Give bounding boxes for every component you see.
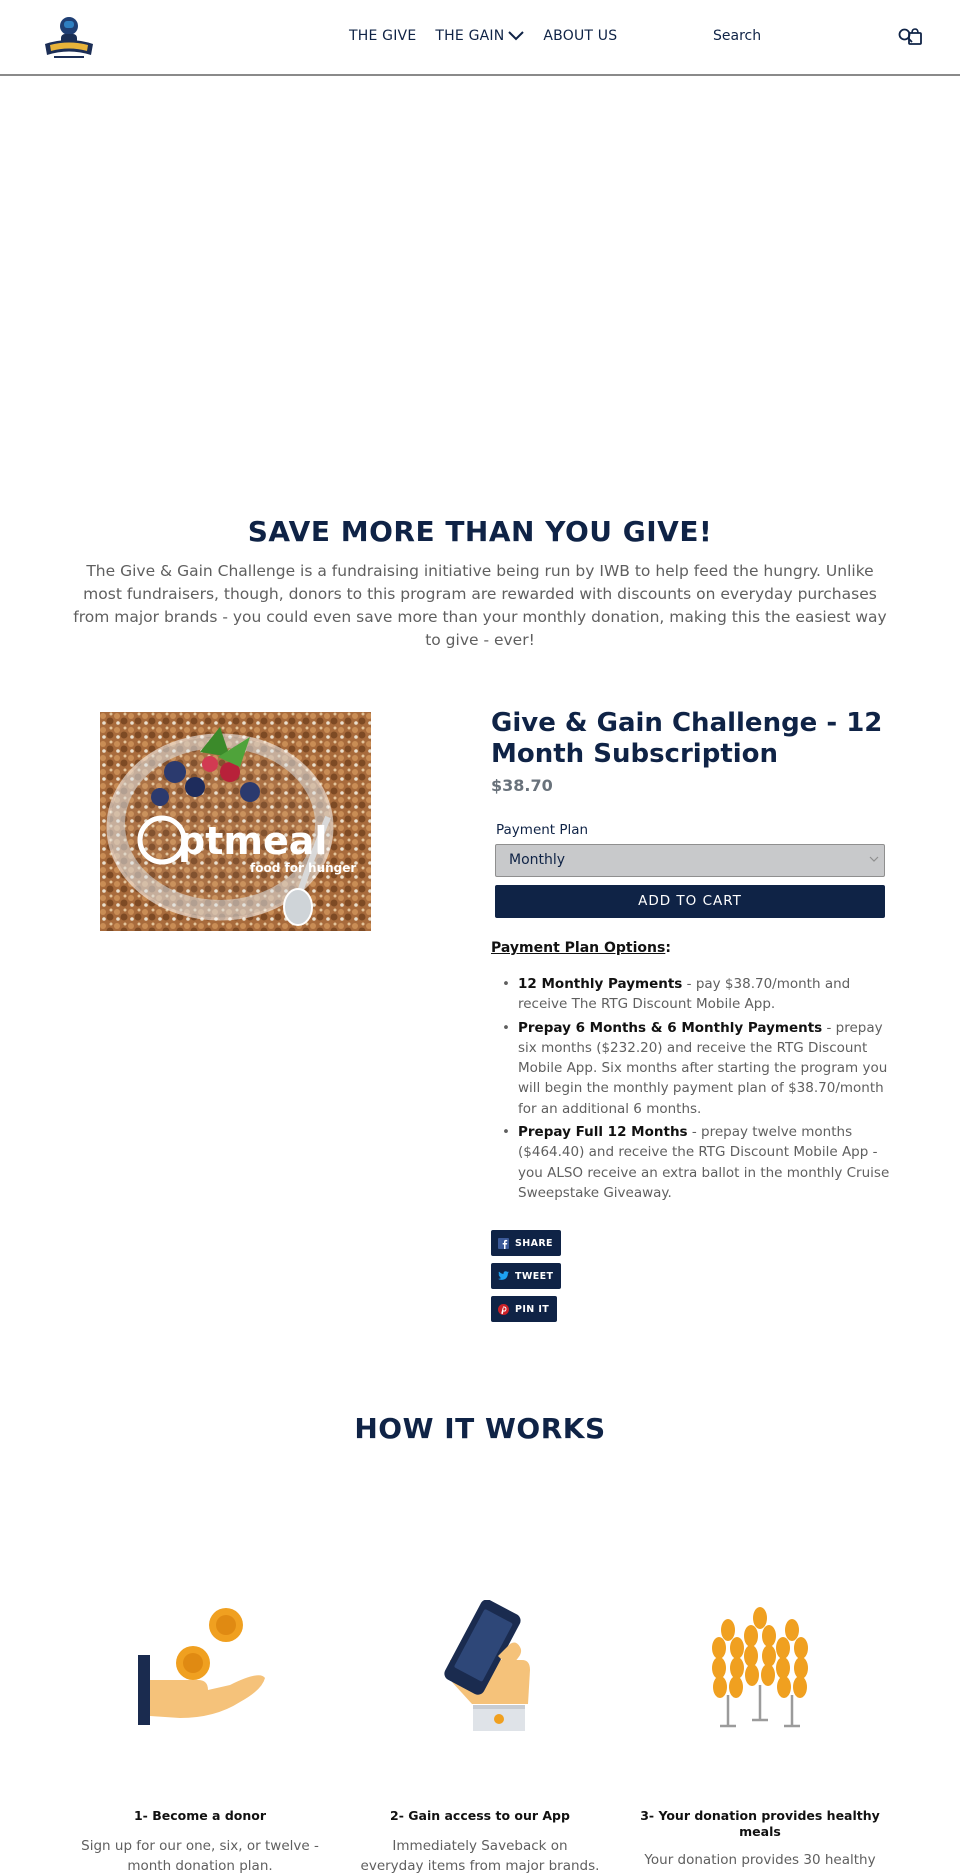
nav-label: THE GAIN bbox=[435, 28, 505, 44]
product-image[interactable] bbox=[100, 712, 371, 931]
twitter-icon bbox=[498, 1271, 509, 1281]
option-text: - pay $38.70/month and receive The RTG Discount Mobile App. bbox=[518, 976, 851, 1013]
option-bold: Prepay 6 Months & 6 Monthly Payments bbox=[518, 1019, 823, 1036]
step-title: 3- Your donation provides healthy meals bbox=[640, 1808, 880, 1839]
list-item bbox=[502, 974, 902, 1015]
search-link[interactable]: Search bbox=[713, 28, 762, 44]
step-text: Immediately Saveback on everyday items from major brands. bbox=[360, 1838, 600, 1874]
share-label: SHARE bbox=[515, 1237, 553, 1249]
payment-options-heading-text: Payment Plan Options bbox=[491, 940, 666, 956]
hand-coins-icon bbox=[80, 1600, 320, 1735]
nav-about-us[interactable] bbox=[543, 28, 617, 44]
list-item bbox=[502, 1018, 902, 1119]
phone-in-hand-icon bbox=[360, 1600, 600, 1735]
payment-options-list bbox=[502, 974, 902, 1206]
share-pinterest-button[interactable] bbox=[491, 1296, 557, 1322]
image-logo-text: ptmeal bbox=[178, 819, 328, 863]
step-text: Sign up for our one, six, or twelve - month donation plan. bbox=[81, 1838, 319, 1874]
payment-plan-label: Payment Plan bbox=[496, 822, 589, 838]
pinterest-icon bbox=[498, 1304, 509, 1315]
nav-label: THE GIVE bbox=[349, 28, 417, 44]
step-title: 1- Become a donor bbox=[133, 1808, 267, 1823]
wheat-icon bbox=[640, 1600, 880, 1735]
share-facebook-button[interactable] bbox=[491, 1230, 561, 1256]
facebook-icon bbox=[498, 1238, 509, 1249]
option-text: - prepay six months ($232.20) and receive the RTG Discount Mobile App. Six months after starting the program you will begin the monthly payment plan of $38.70/month for an additional 6 months. bbox=[518, 1019, 888, 1117]
payment-options-heading-colon: : bbox=[665, 940, 671, 956]
nav-label: ABOUT US bbox=[543, 28, 618, 44]
step-title: 2- Gain access to our App bbox=[390, 1808, 570, 1823]
share-twitter-button[interactable] bbox=[491, 1263, 561, 1289]
hero-title: SAVE MORE THAN YOU GIVE! bbox=[247, 515, 713, 548]
site-logo[interactable] bbox=[42, 14, 96, 62]
image-tagline: food for hunger bbox=[250, 861, 357, 875]
payment-options-heading bbox=[491, 940, 671, 956]
list-item bbox=[502, 1122, 902, 1203]
nav-the-gain[interactable] bbox=[435, 28, 524, 44]
hero-text: The Give & Gain Challenge is a fundraising initiative being run by IWB to help feed the hungry. Unlike most fundraisers, though, donors to this program are rewarded with discounts on everyday purchases from major brands - you could even save more than your monthly donation, making this the easiest way to give - ever! bbox=[73, 562, 887, 649]
main-nav bbox=[349, 28, 636, 44]
tweet-label: TWEET bbox=[515, 1270, 554, 1282]
step-text: Your donation provides 30 healthy bbox=[644, 1852, 876, 1868]
option-bold: Prepay Full 12 Months bbox=[518, 1124, 688, 1141]
chevron-down-icon bbox=[508, 31, 524, 41]
option-bold: 12 Monthly Payments bbox=[518, 976, 683, 992]
product-title: Give & Gain Challenge - 12 Month Subscription bbox=[491, 708, 883, 769]
how-it-works-title: HOW IT WORKS bbox=[354, 1412, 606, 1445]
payment-plan-select[interactable] bbox=[495, 844, 885, 877]
pin-label: PIN IT bbox=[515, 1303, 550, 1315]
payment-plan-value: Monthly bbox=[509, 852, 566, 868]
add-to-cart-button[interactable]: ADD TO CART bbox=[495, 885, 885, 918]
cart-icon[interactable] bbox=[907, 28, 923, 46]
chevron-down-icon bbox=[869, 854, 879, 864]
option-text: - prepay twelve months ($464.40) and receive the RTG Discount Mobile App - you ALSO receive an extra ballot in the monthly Cruise Sweepstake Giveaway. bbox=[518, 1124, 890, 1201]
site-header bbox=[0, 0, 960, 76]
product-price: $38.70 bbox=[491, 776, 553, 795]
nav-the-give[interactable] bbox=[349, 28, 416, 44]
